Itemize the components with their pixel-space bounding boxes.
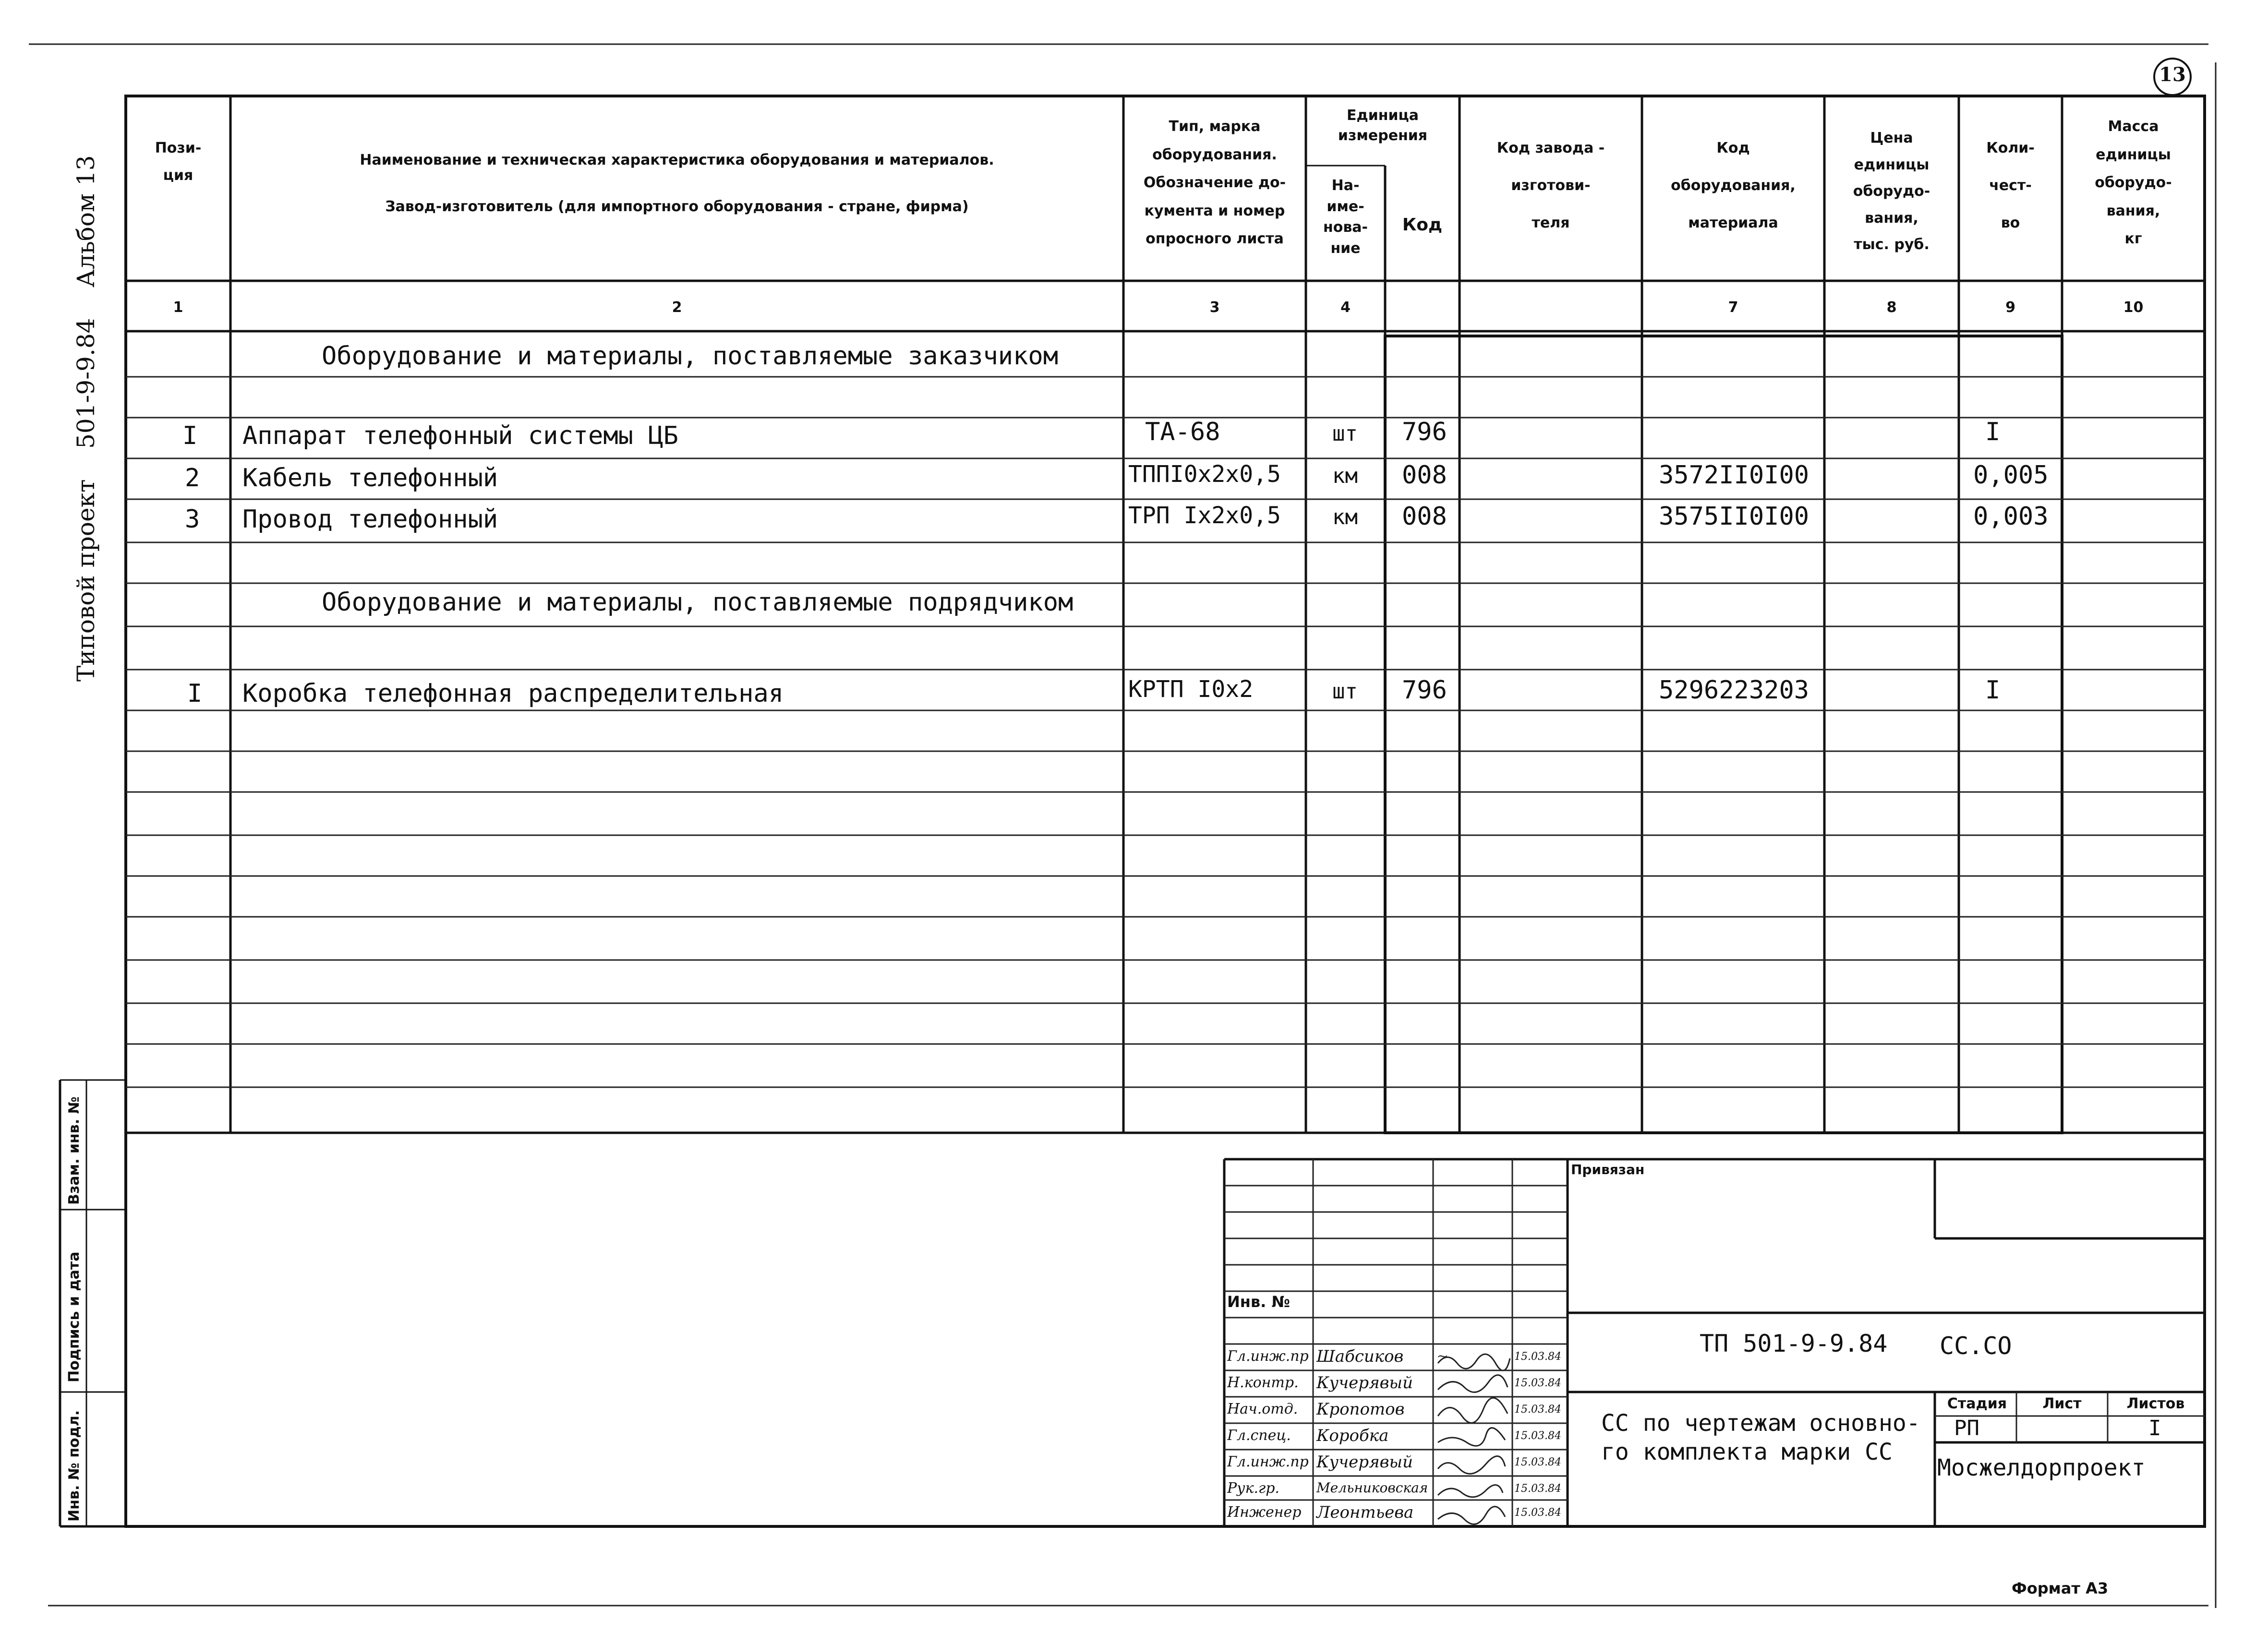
row-3-equip-code: 3575II0I00 <box>1659 502 1810 531</box>
row-1-unit: шт <box>1332 421 1358 446</box>
colnum-3: 3 <box>1209 299 1220 316</box>
row-2-qty: 0,005 <box>1973 461 2049 490</box>
privyazan-label: Привязан <box>1571 1162 1645 1177</box>
header-unit-name: На- име- нова- ние <box>1323 177 1368 257</box>
header-unit-code: Код <box>1402 215 1443 235</box>
signature-row: Гл.инж.пр Кучерявый 15.03.84 <box>1227 1452 1561 1472</box>
row-2-pos: 2 <box>185 464 200 492</box>
sheets-value: I <box>2148 1416 2161 1440</box>
row-1-name: Аппарат телефонный системы ЦБ <box>242 421 678 450</box>
row-3-code: 008 <box>1402 502 1447 531</box>
strip-sign-date: Подпись и дата <box>66 1251 83 1382</box>
colnum-10: 10 <box>2123 299 2144 316</box>
sheet-label: Лист <box>2042 1395 2082 1412</box>
colnum-1: 1 <box>173 299 183 316</box>
strip-vzam-inv: Взам. инв. № <box>66 1096 83 1205</box>
sheet-number: 13 <box>2159 63 2186 86</box>
document-mark: СС.СО <box>1940 1332 2012 1360</box>
colnum-9: 9 <box>2005 299 2015 316</box>
row-2-unit: км <box>1332 464 1358 488</box>
row-3-name: Провод телефонный <box>242 505 498 534</box>
signature-row: Гл.инж.пр Шабсиков ~ 15.03.84 <box>1227 1347 1561 1366</box>
colnum-8: 8 <box>1886 299 1897 316</box>
row-4-qty: I <box>1985 676 2001 705</box>
row-3-unit: км <box>1332 505 1358 529</box>
row-1-code: 796 <box>1402 418 1447 446</box>
document-code: ТП 501-9-9.84 <box>1700 1330 1888 1357</box>
album-label: Альбом 13 <box>72 155 100 288</box>
header-price: Цена единицы оборудо- вания, тыс. руб. <box>1853 130 1930 253</box>
colnum-4: 4 <box>1340 299 1351 316</box>
format-label: Формат А3 <box>2012 1579 2109 1597</box>
organization: Мосжелдорпроект <box>1937 1454 2146 1481</box>
row-2-name: Кабель телефонный <box>242 464 498 492</box>
signature-row: Гл.спец. Коробка 15.03.84 <box>1227 1426 1561 1445</box>
row-2-type: ТППI0x2x0,5 <box>1128 461 1281 488</box>
side-stamp <box>72 155 100 682</box>
row-4-type: КРТП I0x2 <box>1128 676 1254 703</box>
header-equipment-code: Код оборудования, материала <box>1671 140 1796 231</box>
section-title-contractor: Оборудование и материалы, поставляемые подрядчиком <box>322 588 1074 617</box>
header-name: Наименование и техническая характеристика оборудования и материалов. Завод-изготовитель (для импортного оборудования - стране, фирма) <box>360 152 994 215</box>
row-3-qty: 0,003 <box>1973 502 2049 531</box>
row-4-unit: шт <box>1332 679 1358 704</box>
signature-row: Рук.гр. Мельниковская 15.03.84 <box>1227 1480 1561 1497</box>
header-unit: Единица измерения <box>1338 107 1428 144</box>
project-code: 501-9-9.84 <box>72 318 100 449</box>
row-3-type: ТРП Ix2x0,5 <box>1128 502 1281 529</box>
row-4-pos: I <box>187 679 203 708</box>
row-3-pos: 3 <box>185 505 200 534</box>
project-label: Типовой проект <box>72 479 100 682</box>
row-4-code: 796 <box>1402 676 1447 705</box>
strip-inv-orig: Инв. № подл. <box>66 1410 83 1522</box>
sheets-label: Листов <box>2126 1395 2185 1412</box>
header-mass: Масса единицы оборудо- вания, кг <box>2095 118 2172 247</box>
header-position: Пози- ция <box>155 140 202 184</box>
row-4-name: Коробка телефонная распределительная <box>242 679 784 708</box>
row-2-code: 008 <box>1402 461 1447 490</box>
signature-row: Н.контр. Кучерявый 15.03.84 <box>1227 1373 1561 1392</box>
stage-value: РП <box>1954 1416 1979 1440</box>
signature-row: Инженер Леонтьева 15.03.84 <box>1227 1503 1561 1522</box>
section-title-customer: Оборудование и материалы, поставляемые заказчиком <box>322 342 1059 371</box>
header-type: Тип, марка оборудования. Обозначение до- кумента и номер опросного листа <box>1143 118 1286 247</box>
colnum-2: 2 <box>672 299 682 316</box>
stage-label: Стадия <box>1947 1395 2007 1412</box>
row-4-equip-code: 5296223203 <box>1659 676 1810 705</box>
row-1-pos: I <box>182 421 198 450</box>
inv-no-label: Инв. № <box>1227 1293 1290 1311</box>
header-quantity: Коли- чест- во <box>1986 140 2035 231</box>
row-2-equip-code: 3572II0I00 <box>1659 461 1810 490</box>
document-description: СС по чертежам основно- го комплекта марки СС <box>1601 1410 1920 1465</box>
colnum-7: 7 <box>1728 299 1738 316</box>
header-factory-code: Код завода - изготови- теля <box>1496 140 1605 231</box>
row-1-qty: I <box>1985 418 2001 446</box>
row-1-type: ТА-68 <box>1145 418 1220 446</box>
signature-row: Нач.отд. Кропотов 15.03.84 <box>1227 1400 1561 1419</box>
